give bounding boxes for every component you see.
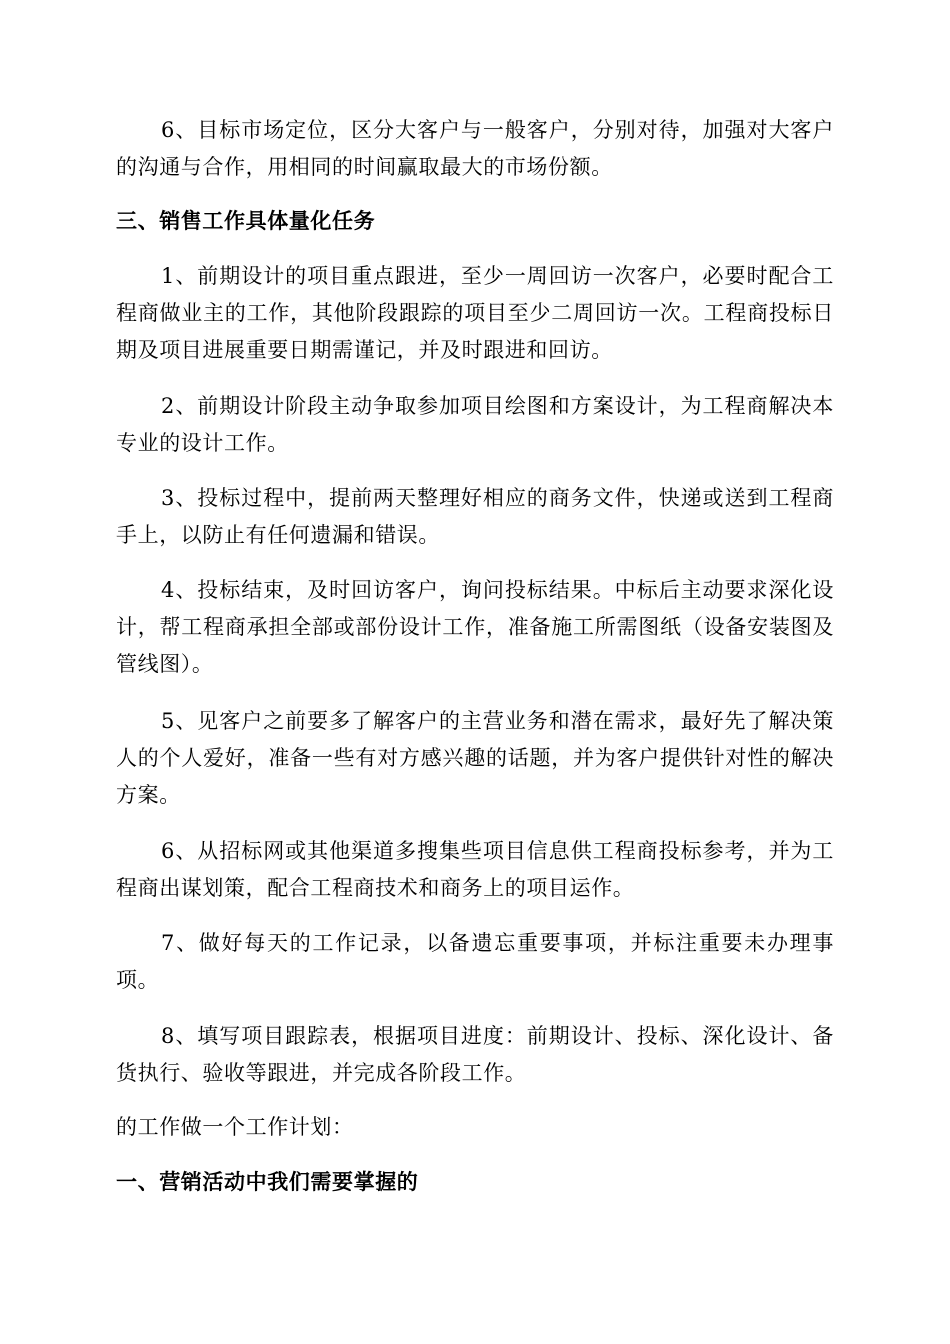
plain-line-work-plan: 的工作做一个工作计划：: [116, 1115, 354, 1139]
paragraph-6-project-info: 6、从招标网或其他渠道多搜集些项目信息供工程商投标参考，并为工程商出谋划策，配合工程商技术和商务上的项目运作。: [116, 839, 834, 900]
paragraph-7-work-log: 7、做好每天的工作记录，以备遗忘重要事项，并标注重要未办理事项。: [116, 931, 834, 992]
paragraph-1-follow-up: 1、前期设计的项目重点跟进，至少一周回访一次客户，必要时配合工程商做业主的工作，其他阶段跟踪的项目至少二周回访一次。工程商投标日期及项目进展重要日期需谨记，并及时跟进和回访。: [116, 264, 834, 362]
paragraph-8-tracking-sheet: 8、填写项目跟踪表，根据项目进度：前期设计、投标、深化设计、备货执行、验收等跟进，并完成各阶段工作。: [116, 1024, 834, 1085]
paragraph-3-bidding-process: 3、投标过程中，提前两天整理好相应的商务文件，快递或送到工程商手上，以防止有任何遗漏和错误。: [116, 486, 834, 547]
paragraph-2-design-stage: 2、前期设计阶段主动争取参加项目绘图和方案设计，为工程商解决本专业的设计工作。: [116, 394, 834, 455]
section-heading-quantified-tasks: 三、销售工作具体量化任务: [116, 209, 376, 233]
paragraph-6-target-market: 6、目标市场定位，区分大客户与一般客户，分别对待，加强对大客户的沟通与合作，用相同的时间赢取最大的市场份额。: [116, 118, 834, 179]
section-heading-marketing-activities: 一、营销活动中我们需要掌握的: [116, 1170, 419, 1194]
paragraph-5-client-research: 5、见客户之前要多了解客户的主营业务和潜在需求，最好先了解决策人的个人爱好，准备一些有对方感兴趣的话题，并为客户提供针对性的解决方案。: [116, 709, 834, 807]
paragraph-4-after-bidding: 4、投标结束，及时回访客户，询问投标结果。中标后主动要求深化设计，帮工程商承担全部或部份设计工作，准备施工所需图纸（设备安装图及管线图）。: [116, 578, 834, 676]
